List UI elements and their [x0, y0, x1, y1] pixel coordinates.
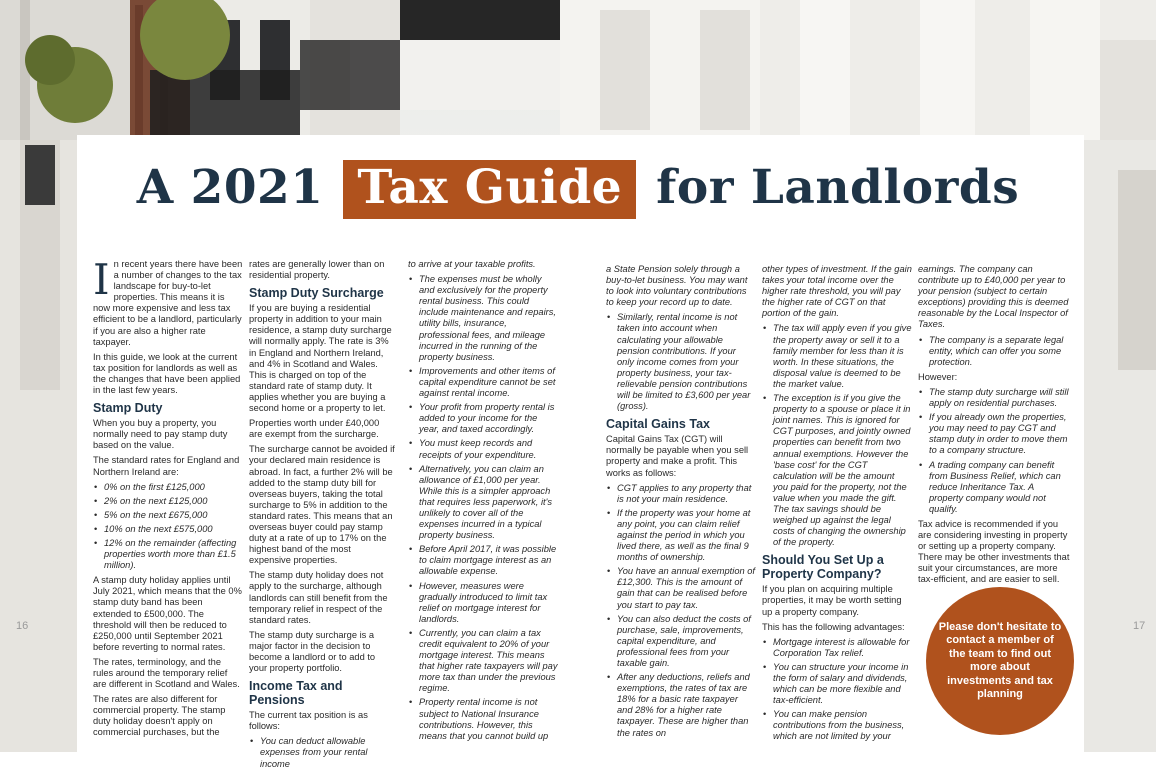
bullet-item: • 2% on the next £125,000 [104, 496, 243, 507]
paragraph: This has the following advantages: [762, 621, 905, 632]
paragraph: A stamp duty holiday applies until July 2021, which means that the 0% stamp duty band has been extended to £500,000. The threshold will then be reduced to £250,000 until September 2021 before reverting to normal rates. [93, 575, 242, 652]
bullet-item: • The tax will apply even if you give the property away or sell it to a family member for less than it is worth. In these situations, the disposal value is deemed to be the market value. [773, 323, 912, 390]
bullet-item: • CGT applies to any property that is not your main residence. [617, 483, 755, 505]
paragraph: Properties worth under £40,000 are exempt from the surcharge. [249, 418, 380, 440]
bullet-list [918, 387, 1070, 515]
bullet-list [606, 483, 755, 739]
paragraph [93, 255, 243, 348]
continued-text: other types of investment. If the gain takes your total income over the higher rate threshold, you will pay the higher rate of CGT on that portion of the gain. [762, 264, 912, 319]
bullet-item: • If the property was your home at any point, you can claim relief against the period in which you lived there, as well as the final 9 months of ownership. [617, 508, 755, 563]
paragraph: The stamp duty holiday does not apply to the surcharge, although landlords can still benefit from the temporary relief in respect of the standard rates. [249, 570, 388, 625]
bullet-item: • The company is a separate legal entity, which can offer you some protection. [929, 335, 1070, 368]
bullet-item: • Improvements and other items of capital expenditure cannot be set against rental income. [419, 366, 558, 399]
bullet-item: • Mortgage interest is allowable for Corporation Tax relief. [773, 637, 912, 659]
bullet-item: • After any deductions, reliefs and exemptions, the rates of tax are 18% for a basic rate taxpayer and 28% for a higher rate taxpayer. These are higher than the rates on [617, 672, 755, 739]
paragraph: The surcharge cannot be avoided if your declared main residence is abroad. In fact, a further 2% will be added to the stamp duty bill for overseas buyers, taking the total surcharge to 5% in addition to the standard rates. This means that an overseas buyer could pay stamp duty at a rate of up to 17% on the highest band of the most expensive properties. [249, 444, 395, 566]
title-part-1: A 2021 [136, 160, 324, 215]
bullet-item: • 5% on the next £675,000 [104, 510, 243, 521]
bullet-item: • 0% on the first £125,000 [104, 482, 243, 493]
paragraph: Tax advice is recommended if you are considering investing in property or setting up a property company. There may be other investments that suit your circumstances, are more tax-efficient, and are easier to sell. [918, 518, 1070, 585]
callout-text: Please don't hesitate to contact a member of the team to find out more about investments and tax planning [938, 620, 1062, 700]
bullet-item: • You can also deduct the costs of purchase, sale, improvements, capital expenditure, and professional fees from your taxable gain. [617, 614, 755, 669]
article-column-6 [918, 264, 1070, 590]
bullet-item: • The exception is if you give the property to a spouse or place it in joint names. This is ignored for CGT purposes, and jointly owned properties can benefit from two annual exemptions. However the 'base cost' for the CGT calculation will be the amount you paid for the property, not the value when you made the gift. The tax savings should be weighed up against the legal costs of changing the ownership of the property. [773, 393, 912, 548]
bullet-item: • The expenses must be wholly and exclusively for the property rental business. This could include maintenance and repairs, utility bills, insurance, professional fees, and mileage incurred in the running of the property business. [419, 274, 558, 363]
title-part-2: for Landlords [656, 160, 1020, 215]
article-column-2 [249, 259, 395, 774]
paragraph: If you plan on acquiring multiple properties, it may be worth setting up a property company. [762, 584, 902, 617]
page-number-left: 16 [16, 620, 29, 632]
bullet-list [918, 335, 1070, 368]
section-heading: Stamp Duty [93, 401, 163, 416]
continued-text: to arrive at your taxable profits. [408, 259, 536, 269]
paragraph: If you are buying a residential property in addition to your main residence, a stamp duty surcharge will normally apply. The rate is 3% in England and Northern Ireland, and 4% in Scotland and Wales. This is charged on top of the standard rate of stamp duty. It applies whether you are buying a second home or a property to let. [249, 303, 392, 414]
paragraph: Capital Gains Tax (CGT) will normally be payable when you sell property and make a profit. This works as follows: [606, 434, 749, 478]
bullet-item: • Currently, you can claim a tax credit equivalent to 20% of your mortgage interest. This means that higher rate taxpayers will pay more tax than under the previous regime. [419, 628, 558, 695]
paragraph: The rates, terminology, and the rules around the temporary relief are different in Scotland and Wales. [93, 656, 240, 690]
paragraph: In this guide, we look at the current tax position for landlords as well as the changes that have been applied in the last few years. [93, 351, 241, 396]
bullet-item: • Similarly, rental income is not taken into account when calculating your allowable pension contributions. If your only income comes from your property business, your tax-relievable pension contributions will be limited to £3,600 per year (gross). [617, 312, 755, 412]
paragraph: When you buy a property, you normally need to pay stamp duty based on the value. [93, 418, 228, 451]
bullet-item: • 10% on the next £575,000 [104, 524, 243, 535]
drop-cap: I [93, 255, 110, 304]
bullet-list [606, 312, 755, 412]
bullet-item: • You can make pension contributions from the business, which are not limited by your [773, 709, 912, 742]
section-heading: Income Tax and Pensions [249, 679, 343, 708]
article-column-5 [762, 264, 912, 747]
bullet-item: • Before April 2017, it was possible to claim mortgage interest as an allowable expense. [419, 544, 558, 577]
bullet-item: • 12% on the remainder (affecting properties worth more than £1.5 million). [104, 538, 243, 571]
bullet-list [762, 323, 912, 548]
article-column-3 [408, 259, 558, 746]
page-title [0, 160, 1156, 215]
section-heading: Stamp Duty Surcharge [249, 286, 384, 301]
bullet-item: • Property rental income is not subject to National Insurance contributions. However, this means that you cannot build up [419, 697, 558, 741]
title-highlight: Tax Guide [343, 160, 636, 219]
paragraph-text: n recent years there have been a number of changes to the tax landscape for buy-to-let properties. This means it is now more expensive and less tax efficient to be a landlord, particularly if you are also a higher rate taxpayer. [93, 259, 243, 347]
article-column-1 [93, 255, 243, 743]
bullet-item: • You have an annual exemption of £12,300. This is the amount of gain that can be realised before you start to pay tax. [617, 566, 755, 610]
section-heading: Capital Gains Tax [606, 417, 710, 432]
bullet-item: • You can deduct allowable expenses from your rental income [260, 736, 395, 769]
bullet-item: • The stamp duty surcharge will still apply on residential purchases. [929, 387, 1070, 409]
paragraph: The standard rates for England and Northern Ireland are: [93, 455, 240, 477]
bullet-list [762, 637, 912, 743]
bullet-item: • You must keep records and receipts of your expenditure. [419, 438, 558, 460]
contact-callout [926, 587, 1074, 735]
bullet-item: • You can structure your income in the form of salary and dividends, which can be more flexible and tax-efficient. [773, 662, 912, 706]
continued-text: earnings. The company can contribute up to £40,000 per year to your pension (subject to certain exceptions) providing this is deemed reasonable by the Local Inspector of Taxes. [918, 264, 1069, 330]
bullet-item: • Alternatively, you can claim an allowance of £1,000 per year. While this is a simpler approach that requires less paperwork, it's unlikely to cover all of the expenses incurred in a typical property business. [419, 464, 558, 542]
paragraph: The current tax position is as follows: [249, 710, 368, 732]
bullet-item: • If you already own the properties, you may need to pay CGT and stamp duty in order to move them to a company structure. [929, 412, 1070, 456]
bullet-item: • However, measures were gradually introduced to limit tax relief on mortgage interest for landlords. [419, 581, 558, 625]
bullet-item: • Your profit from property rental is added to your income for the year, and taxed accordingly. [419, 402, 558, 435]
paragraph: The rates are also different for commercial property. The stamp duty holiday doesn't apply on commercial purchases, but the [93, 694, 226, 738]
continued-text: a State Pension solely through a buy-to-let business. You may want to look into voluntary contributions to keep your record up to date. [606, 264, 748, 308]
article-column-4 [606, 264, 755, 743]
paragraph: However: [918, 371, 958, 382]
page-number-right: 17 [1133, 620, 1146, 632]
bullet-list [408, 274, 558, 742]
paragraph: The stamp duty surcharge is a major factor in the decision to become a landlord or to add to your property portfolio. [249, 629, 376, 674]
paragraph: rates are generally lower than on residential property. [249, 259, 385, 281]
bullet-item: • A trading company can benefit from Business Relief, which can reduce Inheritance Tax. A property company would not qualify. [929, 460, 1070, 515]
section-heading: Should You Set Up a Property Company? [762, 553, 884, 582]
bullet-list [249, 736, 395, 769]
bullet-list [93, 482, 243, 572]
